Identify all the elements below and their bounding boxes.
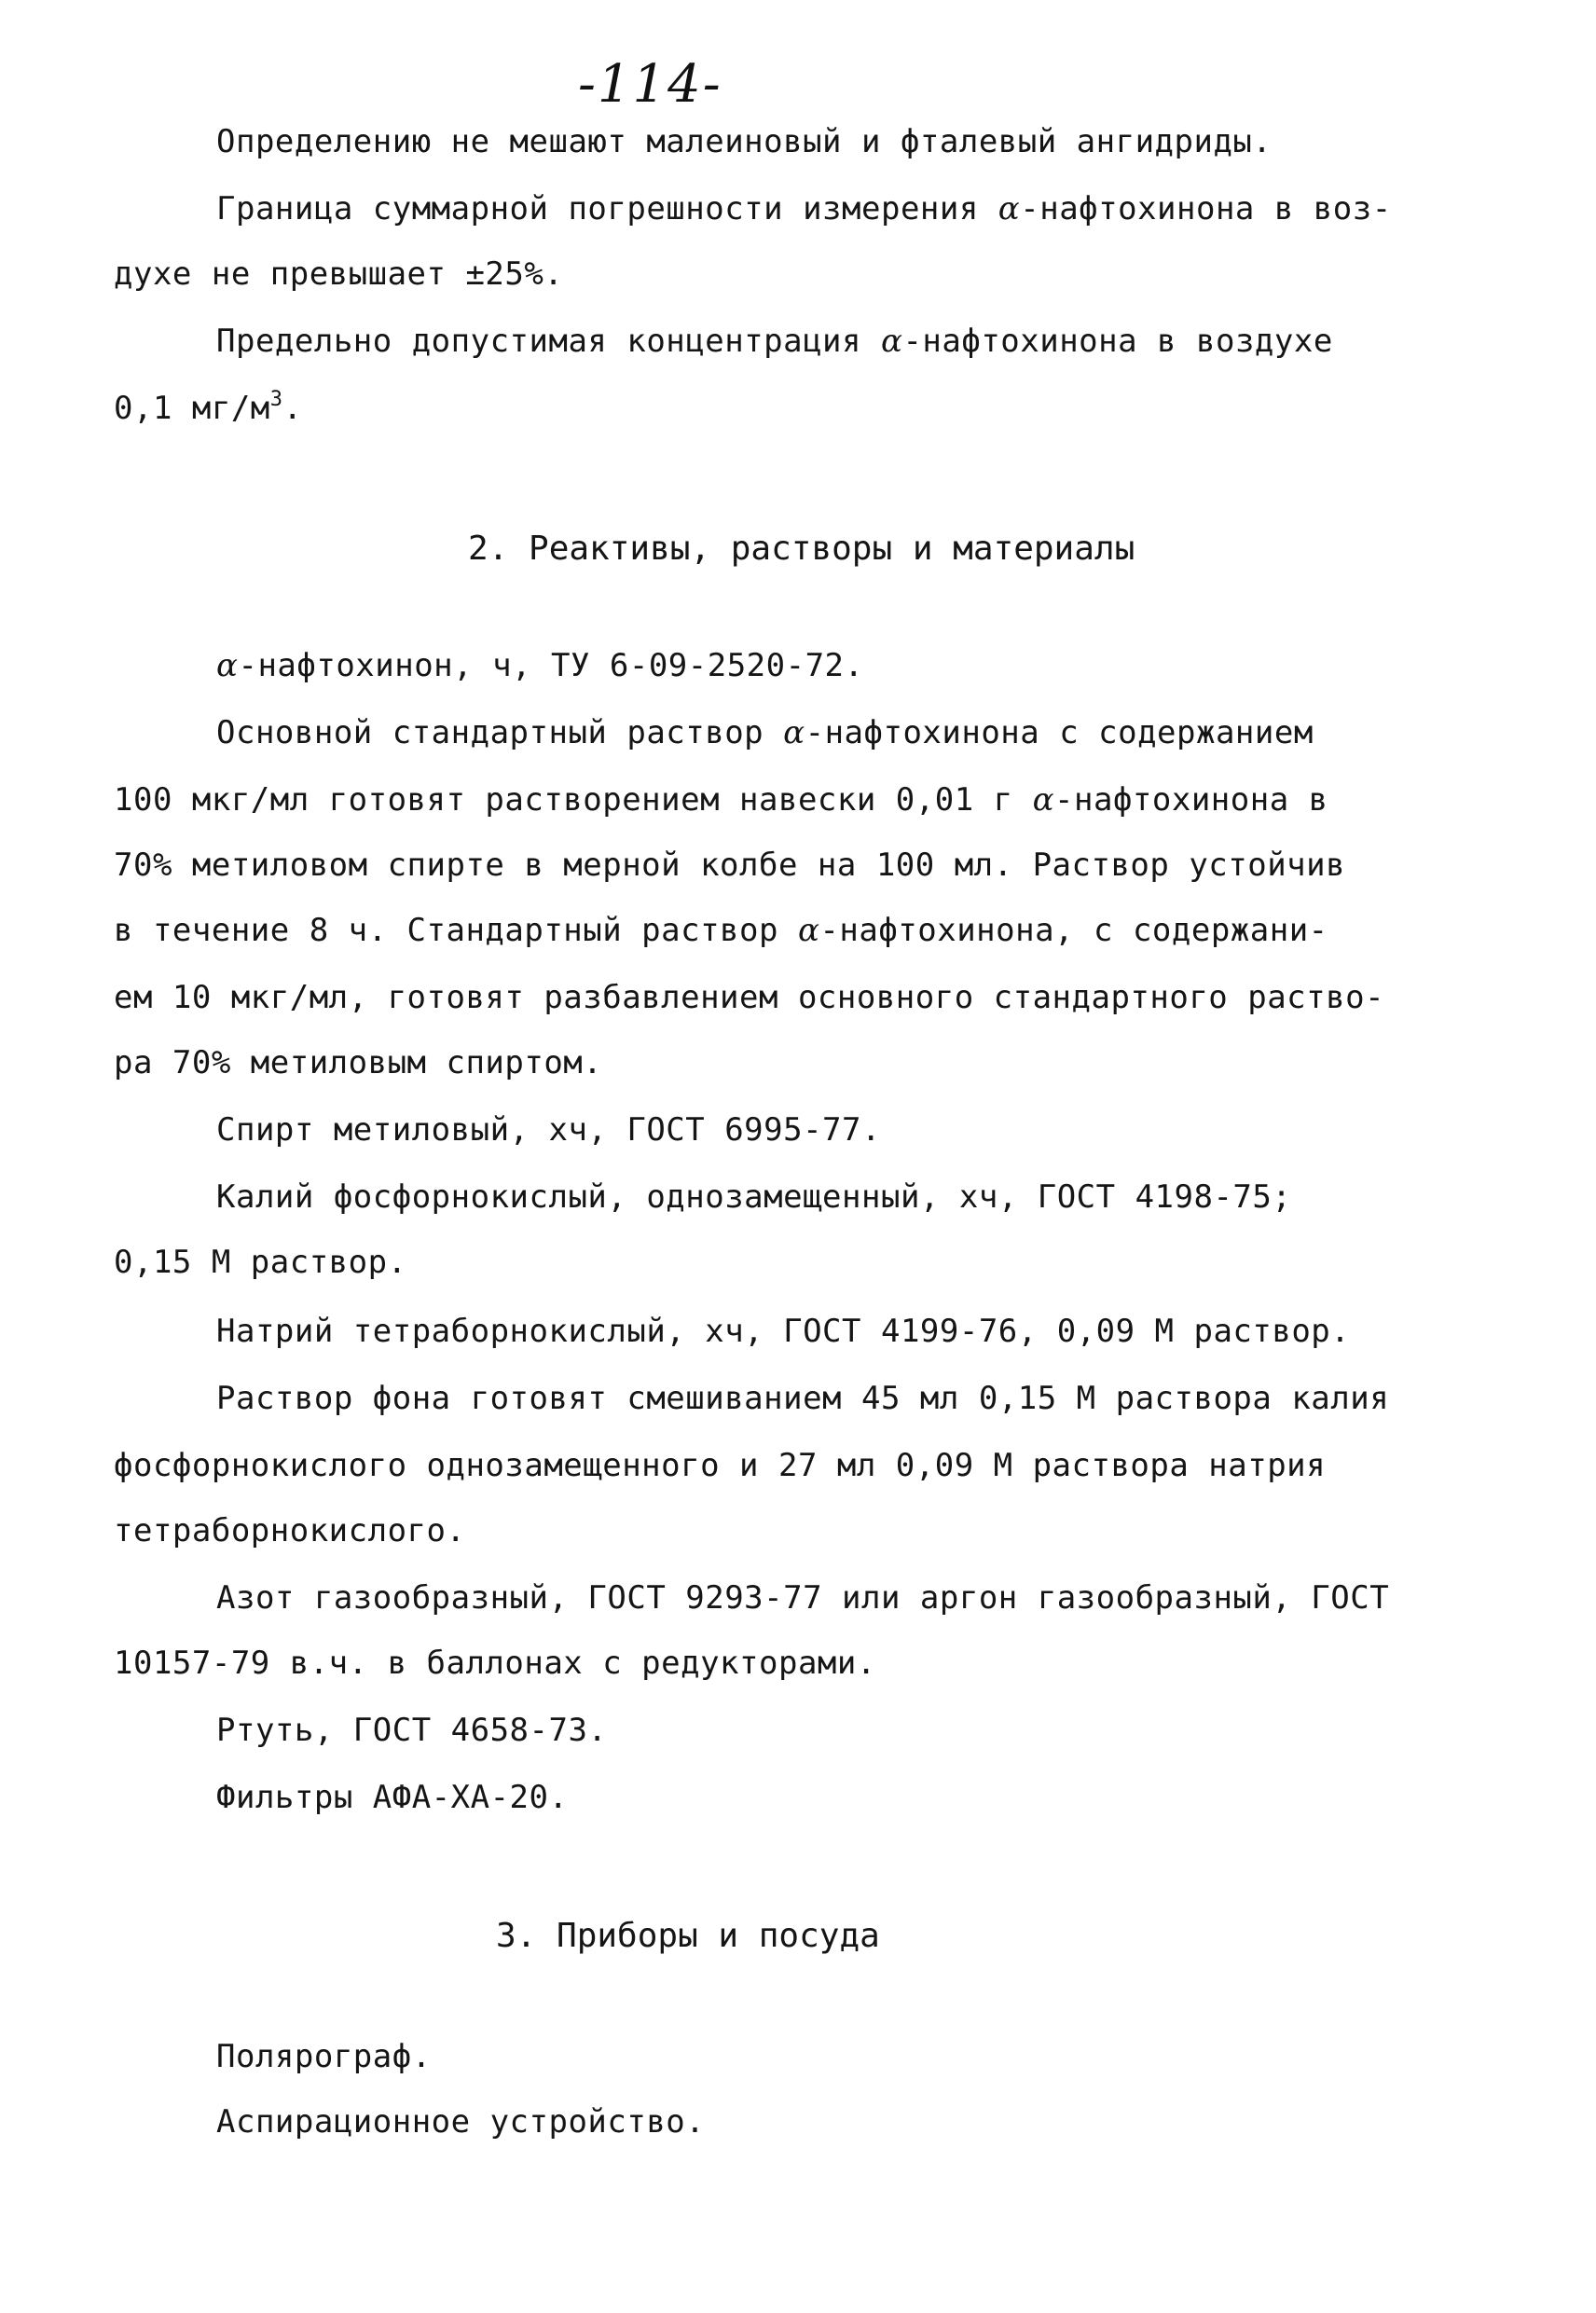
alpha-symbol: α bbox=[216, 647, 239, 684]
cubic-superscript: 3 bbox=[269, 388, 283, 411]
page-number: -114- bbox=[578, 54, 722, 115]
alpha-symbol: α bbox=[880, 323, 903, 360]
section-2-line: Натрий тетраборнокислый, хч, ГОСТ 4199-76, 0,09 М раствор. bbox=[216, 1313, 1351, 1350]
section-2-line: α-нафтохинон, ч, ТУ 6-09-2520-72. bbox=[216, 647, 864, 684]
section-3-heading: 3. Приборы и посуда bbox=[496, 1917, 880, 1955]
intro-paragraph-1: Определению не мешают малеиновый и фталевый ангидриды. bbox=[216, 123, 1273, 160]
section-2-line: Основной стандартный раствор α-нафтохинона с содержанием bbox=[216, 714, 1314, 751]
intro-paragraph-3-line-2 bbox=[114, 390, 303, 427]
alpha-symbol: α bbox=[998, 190, 1021, 227]
section-2-heading: 2. Реактивы, растворы и материалы bbox=[468, 530, 1135, 568]
alpha-symbol: α bbox=[797, 912, 820, 949]
section-3-line: Аспирационное устройство. bbox=[216, 2103, 706, 2141]
intro-paragraph-2-line-1: Граница суммарной погрешности измерения α-нафтохинона в воз- bbox=[216, 190, 1392, 227]
section-2-line: Раствор фона готовят смешиванием 45 мл 0,15 М раствора калия bbox=[216, 1380, 1390, 1417]
section-2-line: Ртуть, ГОСТ 4658-73. bbox=[216, 1712, 608, 1749]
section-2-line: 70% метиловом спирте в мерной колбе на 100 мл. Раствор устойчив bbox=[114, 847, 1346, 884]
intro-paragraph-2-line-2: духе не превышает ±25%. bbox=[114, 255, 564, 293]
section-2-line: тетраборнокислого. bbox=[114, 1512, 466, 1549]
section-2-line: ем 10 мкг/мл, готовят разбавлением основного стандартного раство- bbox=[114, 979, 1385, 1016]
concentration-period: . bbox=[282, 390, 303, 427]
section-2-line: 0,15 М раствор. bbox=[114, 1244, 407, 1281]
section-2-line: Фильтры АФА-ХА-20. bbox=[216, 1779, 569, 1816]
section-2-line: Спирт метиловый, хч, ГОСТ 6995-77. bbox=[216, 1111, 881, 1149]
intro-paragraph-3-line-1: Предельно допустимая концентрация α-нафтохинона в воздухе bbox=[216, 323, 1333, 360]
section-2-line: 100 мкг/мл готовят растворением навески 0,01 г α-нафтохинона в bbox=[114, 781, 1328, 819]
section-3-line: Полярограф. bbox=[216, 2038, 432, 2075]
section-2-line: в течение 8 ч. Стандартный раствор α-нафтохинона, с содержани- bbox=[114, 912, 1328, 949]
section-2-line: Калий фосфорнокислый, однозамещенный, хч, ГОСТ 4198-75; bbox=[216, 1178, 1292, 1216]
alpha-symbol: α bbox=[1032, 781, 1055, 819]
alpha-symbol: α bbox=[783, 714, 805, 751]
concentration-value: 0,1 мг/м bbox=[114, 390, 270, 427]
section-2-line: ра 70% метиловым спиртом. bbox=[114, 1044, 603, 1081]
section-2-line: 10157-79 в.ч. в баллонах с редукторами. bbox=[114, 1645, 876, 1682]
section-2-line: фосфорнокислого однозамещенного и 27 мл 0,09 М раствора натрия bbox=[114, 1447, 1327, 1484]
section-2-line: Азот газообразный, ГОСТ 9293-77 или аргон газообразный, ГОСТ bbox=[216, 1579, 1390, 1617]
